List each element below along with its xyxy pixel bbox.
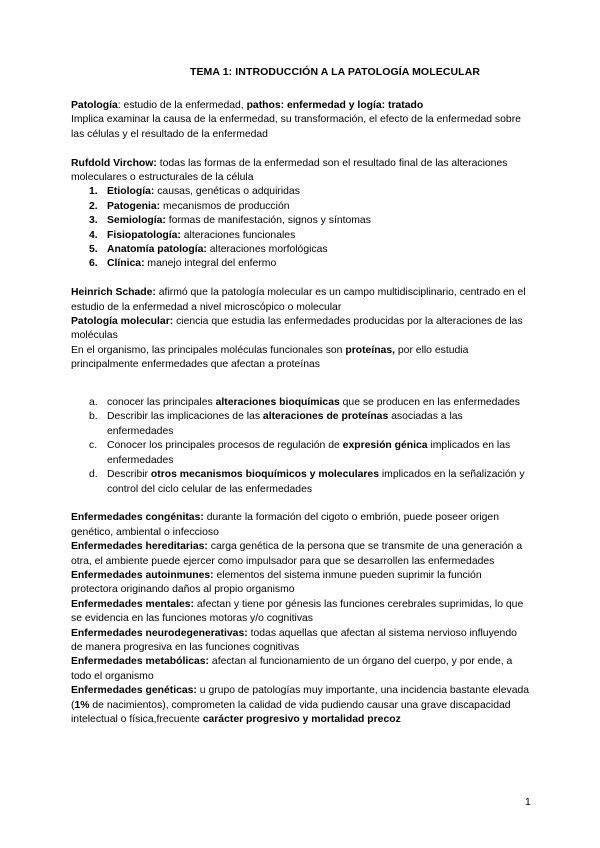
list-item: d. Describir otros mecanismos bioquímicos y moleculares implicados en la señalización y control del ciclo celular de las enfermedades [89,469,525,495]
intro-explanation: Implica examinar la causa de la enfermedad, su transformación, el efecto de la enfermedad sobre las células y el resultado de la enfermedad [71,114,521,140]
page-title: TEMA 1: INTRODUCCIÓN A LA PATOLOGÍA MOLECULAR [189,66,481,78]
document-body [71,99,531,727]
virchow-name: Rufdold Virchow: [71,157,157,169]
disease-genetic: Enfermedades genéticas: u grupo de patologías muy importante, una incidencia bastante elevada (1% de nacimientos), comprometen la calidad de vida pudiendo causar una grave discapacidad intelectual o física,frecuente carácter progresivo y mortalidad precoz [71,685,530,725]
list-item: 3. Semiología: formas de manifestación, signos y síntomas [89,215,371,227]
organism-paragraph: En el organismo, las principales moléculas funcionales son proteínas, por ello estudia principalmente enfermedades que afectan a proteínas [71,344,469,371]
objectives-list [71,396,531,497]
disease-metabolic: Enfermedades metabólicas: afectan al funcionamiento de un órgano del cuerpo, y por ende, a todo el organismo [71,656,513,682]
disease-mental: Enfermedades mentales: afectan y tiene por génesis las funciones cerebrales suprimidas, lo que se evidencia en las funciones motoras y/o cognitivas [71,598,524,625]
list-item: 2. Patogenia: mecanismos de producción [89,200,290,212]
schade-paragraph: Heinrich Schade: afirmó que la patología molecular es un campo multidisciplinario, centrado en el estudio de la enfermedad a nivel microscópico o molecular [71,287,526,313]
schade-name: Heinrich Schade: [71,287,156,299]
intro-term: Patología [71,100,118,111]
list-item: c. Conocer los principales procesos de regulación de expresión génica implicados en las enfermedades [89,440,511,466]
page-number: 1 [525,797,531,808]
virchow-list [71,185,531,271]
list-item: 5. Anatomía patología: alteraciones morfológicas [89,244,328,256]
molecular-pathology-definition: Patología molecular: ciencia que estudia las enfermedades producidas por la alteraciones de las moléculas [71,316,523,342]
list-item: 1. Etiología: causas, genéticas o adquiridas [89,186,300,198]
virchow-paragraph: Rufdold Virchow: todas las formas de la enfermedad son el resultado final de las alteraciones moleculares o estructurales de la célula [71,157,508,184]
list-item: b. Describir las implicaciones de las alteraciones de proteínas asociadas a las enfermedades [89,411,463,437]
disease-hereditary: Enfermedades hereditarias: carga genética de la persona que se transmite de una generación a otra, el ambiente puede ejercer como impulsador para que se desarrollen las enfermedades [71,541,523,567]
intro-definition: Patología: estudio de la enfermedad, pathos: enfermedad y logía: tratado [71,100,424,111]
list-item: a. conocer las principales alteraciones bioquímicas que se producen en las enfermedades [89,397,520,409]
list-item: 6. Clínica: manejo integral del enfermo [89,258,277,270]
disease-congenital: Enfermedades congénitas: durante la formación del cigoto o embrión, puede poseer origen genético, ambiental o infeccioso [71,512,499,538]
list-item: 4. Fisiopatología: alteraciones funcionales [89,229,296,241]
disease-neurodegenerative: Enfermedades neurodegenerativas: todas aquellas que afectan al sistema nervioso influyendo de manera progresiva en las funciones cognitivas [71,627,517,653]
disease-autoimmune: Enfermedades autoinmunes: elementos del sistema inmune pueden suprimir la función protectora originando daños al propio organismo [71,569,482,596]
